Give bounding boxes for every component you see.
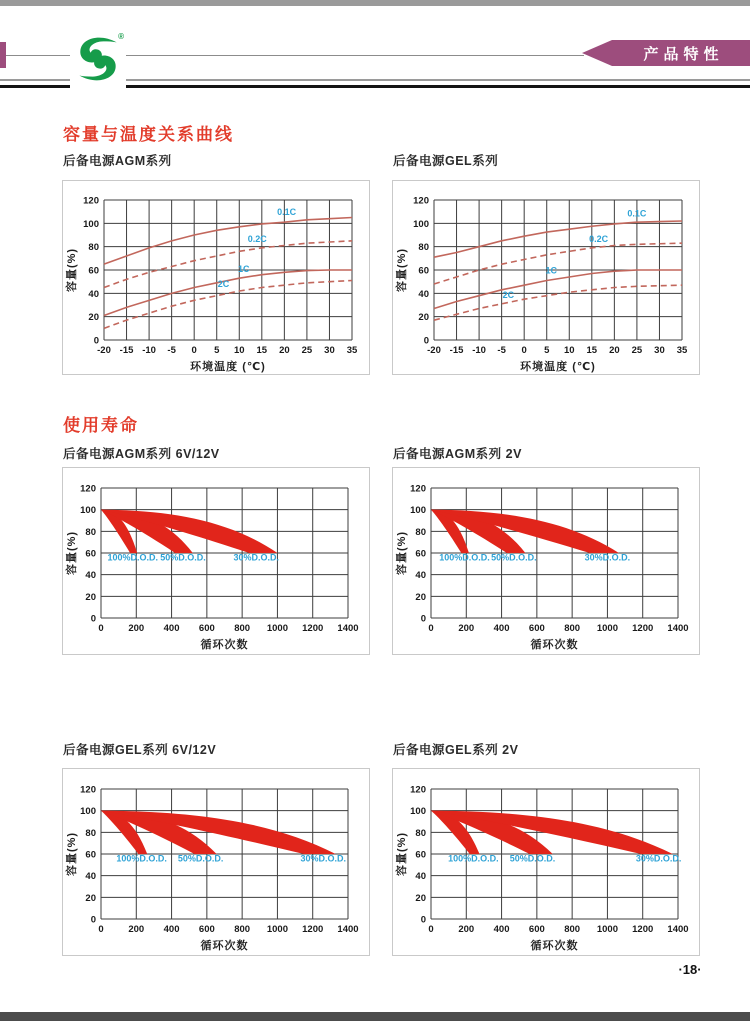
svg-text:100: 100 bbox=[80, 806, 96, 818]
svg-text:100: 100 bbox=[83, 218, 99, 230]
svg-text:容量(%): 容量(%) bbox=[66, 247, 78, 293]
svg-text:0: 0 bbox=[428, 623, 434, 634]
svg-text:1C: 1C bbox=[545, 265, 557, 276]
chart-gel-temperature bbox=[392, 180, 700, 375]
svg-text:50%D.O.D.: 50%D.O.D. bbox=[160, 552, 206, 563]
page-category-banner bbox=[582, 40, 750, 66]
svg-text:50%D.O.D.: 50%D.O.D. bbox=[509, 853, 556, 864]
page-number: ·18· bbox=[678, 962, 702, 977]
svg-text:80: 80 bbox=[415, 526, 426, 538]
svg-text:-20: -20 bbox=[427, 345, 441, 356]
svg-text:40: 40 bbox=[85, 871, 96, 883]
svg-text:100: 100 bbox=[80, 505, 96, 517]
section-title-capacity-temperature: 容量与温度关系曲线 bbox=[63, 125, 234, 144]
chart-caption-agm-2v-life: 后备电源AGM系列 2V bbox=[393, 447, 522, 461]
svg-text:400: 400 bbox=[493, 924, 510, 935]
banner-label: 产品特性 bbox=[643, 45, 724, 63]
svg-text:0.1C: 0.1C bbox=[627, 208, 647, 219]
svg-text:100%D.O.D.: 100%D.O.D. bbox=[116, 853, 167, 864]
svg-text:10: 10 bbox=[563, 345, 575, 356]
chart-caption-gel-6v12v-life: 后备电源GEL系列 6V/12V bbox=[63, 743, 217, 757]
svg-text:-10: -10 bbox=[142, 345, 156, 356]
svg-text:30: 30 bbox=[654, 345, 665, 356]
svg-text:30%D.O.D.: 30%D.O.D. bbox=[584, 552, 631, 563]
svg-text:-5: -5 bbox=[167, 345, 176, 356]
svg-text:60: 60 bbox=[415, 849, 426, 861]
svg-text:循环次数: 循环次数 bbox=[530, 940, 579, 952]
svg-text:0: 0 bbox=[98, 924, 104, 935]
svg-text:80: 80 bbox=[415, 827, 426, 839]
svg-text:100%D.O.D.: 100%D.O.D. bbox=[439, 552, 490, 563]
svg-text:50%D.O.D.: 50%D.O.D. bbox=[491, 552, 537, 563]
svg-text:容量(%): 容量(%) bbox=[66, 530, 78, 576]
svg-text:0: 0 bbox=[90, 914, 96, 926]
svg-text:循环次数: 循环次数 bbox=[200, 940, 249, 952]
svg-text:400: 400 bbox=[493, 623, 510, 634]
svg-text:60: 60 bbox=[85, 849, 96, 861]
svg-text:20: 20 bbox=[88, 312, 99, 324]
svg-text:1200: 1200 bbox=[302, 623, 324, 634]
svg-text:30: 30 bbox=[324, 345, 335, 356]
svg-text:-20: -20 bbox=[97, 345, 111, 356]
svg-text:1400: 1400 bbox=[667, 924, 689, 935]
svg-text:0: 0 bbox=[93, 335, 99, 347]
svg-text:0: 0 bbox=[521, 345, 527, 356]
svg-text:35: 35 bbox=[676, 345, 688, 356]
svg-text:环境温度 (℃): 环境温度 (℃) bbox=[520, 361, 596, 373]
svg-text:20: 20 bbox=[279, 345, 290, 356]
svg-text:400: 400 bbox=[163, 924, 180, 935]
svg-text:15: 15 bbox=[586, 345, 598, 356]
svg-text:800: 800 bbox=[234, 924, 251, 935]
svg-text:0: 0 bbox=[420, 613, 426, 625]
svg-text:80: 80 bbox=[88, 242, 99, 254]
svg-text:容量(%): 容量(%) bbox=[396, 247, 408, 293]
svg-text:1000: 1000 bbox=[596, 924, 618, 935]
svg-text:容量(%): 容量(%) bbox=[396, 530, 408, 576]
svg-text:循环次数: 循环次数 bbox=[530, 639, 579, 651]
svg-text:20: 20 bbox=[415, 892, 426, 904]
svg-text:100%D.O.D.: 100%D.O.D. bbox=[448, 853, 499, 864]
svg-text:0: 0 bbox=[191, 345, 197, 356]
svg-text:1C: 1C bbox=[238, 263, 250, 274]
svg-text:80: 80 bbox=[85, 827, 96, 839]
svg-text:80: 80 bbox=[418, 242, 429, 254]
chart-agm-temperature bbox=[62, 180, 370, 375]
svg-text:容量(%): 容量(%) bbox=[66, 831, 78, 877]
svg-text:120: 120 bbox=[83, 195, 99, 207]
banner-arrow-icon bbox=[582, 40, 612, 66]
chart-agm-6v12v-cycle-life bbox=[62, 467, 370, 655]
svg-text:0.2C: 0.2C bbox=[589, 234, 609, 244]
svg-text:600: 600 bbox=[198, 924, 215, 935]
chart-caption-agm-temperature: 后备电源AGM系列 bbox=[63, 154, 172, 168]
svg-text:50%D.O.D.: 50%D.O.D. bbox=[177, 853, 224, 864]
svg-text:30%D.O.D.: 30%D.O.D. bbox=[233, 552, 280, 563]
svg-text:20: 20 bbox=[418, 312, 429, 324]
svg-text:200: 200 bbox=[458, 924, 475, 935]
svg-text:0.2C: 0.2C bbox=[247, 234, 267, 244]
svg-text:120: 120 bbox=[80, 483, 96, 495]
svg-text:20: 20 bbox=[415, 591, 426, 603]
svg-text:120: 120 bbox=[80, 784, 96, 796]
svg-text:5: 5 bbox=[544, 345, 550, 356]
svg-text:0: 0 bbox=[428, 924, 434, 935]
svg-text:200: 200 bbox=[128, 924, 145, 935]
chart-caption-gel-2v-life: 后备电源GEL系列 2V bbox=[393, 743, 519, 757]
svg-text:5: 5 bbox=[214, 345, 220, 356]
svg-text:15: 15 bbox=[256, 345, 268, 356]
svg-text:1000: 1000 bbox=[596, 623, 618, 634]
page-bottom-edge bbox=[0, 1012, 750, 1021]
chart-agm-2v-cycle-life bbox=[392, 467, 700, 655]
svg-text:60: 60 bbox=[88, 265, 99, 277]
svg-text:200: 200 bbox=[128, 623, 145, 634]
svg-text:1400: 1400 bbox=[667, 623, 689, 634]
svg-text:-5: -5 bbox=[497, 345, 506, 356]
svg-text:2C: 2C bbox=[217, 278, 230, 289]
svg-text:40: 40 bbox=[418, 288, 429, 300]
svg-text:800: 800 bbox=[564, 924, 581, 935]
registered-mark: ® bbox=[118, 32, 124, 41]
banner-band bbox=[612, 40, 750, 66]
svg-text:-15: -15 bbox=[119, 345, 134, 356]
svg-text:20: 20 bbox=[85, 892, 96, 904]
svg-text:40: 40 bbox=[85, 570, 96, 582]
svg-text:100%D.O.D.: 100%D.O.D. bbox=[107, 552, 159, 563]
svg-text:20: 20 bbox=[609, 345, 620, 356]
svg-text:30%D.O.D.: 30%D.O.D. bbox=[300, 853, 347, 864]
svg-text:1200: 1200 bbox=[632, 924, 654, 935]
svg-text:25: 25 bbox=[631, 345, 643, 356]
section-title-service-life: 使用寿命 bbox=[63, 416, 139, 435]
svg-text:40: 40 bbox=[415, 871, 426, 883]
svg-text:800: 800 bbox=[234, 623, 251, 634]
svg-text:80: 80 bbox=[85, 526, 96, 538]
brand-logo bbox=[70, 32, 126, 88]
svg-text:环境温度 (℃): 环境温度 (℃) bbox=[190, 361, 266, 373]
svg-text:60: 60 bbox=[415, 548, 426, 560]
svg-text:30%D.O.D.: 30%D.O.D. bbox=[635, 853, 682, 864]
svg-text:100: 100 bbox=[413, 218, 429, 230]
svg-text:100: 100 bbox=[410, 806, 426, 818]
svg-text:25: 25 bbox=[301, 345, 313, 356]
chart-caption-agm-6v12v-life: 后备电源AGM系列 6V/12V bbox=[63, 447, 220, 461]
svg-text:120: 120 bbox=[410, 483, 426, 495]
svg-text:1400: 1400 bbox=[337, 924, 359, 935]
svg-text:100: 100 bbox=[410, 505, 426, 517]
svg-text:0: 0 bbox=[90, 613, 96, 625]
chart-caption-gel-temperature: 后备电源GEL系列 bbox=[393, 154, 499, 168]
chart-gel-2v-cycle-life bbox=[392, 768, 700, 956]
svg-text:2C: 2C bbox=[502, 290, 515, 300]
svg-text:200: 200 bbox=[458, 623, 475, 634]
svg-text:-15: -15 bbox=[449, 345, 464, 356]
svg-text:40: 40 bbox=[88, 288, 99, 300]
svg-text:600: 600 bbox=[198, 623, 215, 634]
svg-text:35: 35 bbox=[346, 345, 358, 356]
svg-text:0: 0 bbox=[423, 335, 429, 347]
chart-gel-6v12v-cycle-life bbox=[62, 768, 370, 956]
svg-text:容量(%): 容量(%) bbox=[396, 831, 408, 877]
svg-text:600: 600 bbox=[528, 623, 545, 634]
svg-text:1400: 1400 bbox=[337, 623, 359, 634]
svg-text:60: 60 bbox=[418, 265, 429, 277]
svg-text:-10: -10 bbox=[472, 345, 486, 356]
svg-text:0: 0 bbox=[98, 623, 104, 634]
svg-text:1000: 1000 bbox=[266, 924, 288, 935]
svg-text:800: 800 bbox=[564, 623, 581, 634]
svg-text:120: 120 bbox=[413, 195, 429, 207]
svg-text:循环次数: 循环次数 bbox=[200, 639, 249, 651]
svg-text:0.1C: 0.1C bbox=[277, 207, 297, 218]
svg-text:1200: 1200 bbox=[632, 623, 654, 634]
svg-text:1000: 1000 bbox=[266, 623, 288, 634]
svg-text:120: 120 bbox=[410, 784, 426, 796]
svg-text:400: 400 bbox=[163, 623, 180, 634]
svg-text:40: 40 bbox=[415, 570, 426, 582]
page-top-edge bbox=[0, 0, 750, 6]
svg-text:600: 600 bbox=[528, 924, 545, 935]
svg-text:60: 60 bbox=[85, 548, 96, 560]
svg-text:10: 10 bbox=[233, 345, 245, 356]
svg-text:20: 20 bbox=[85, 591, 96, 603]
svg-text:0: 0 bbox=[420, 914, 426, 926]
svg-text:1200: 1200 bbox=[302, 924, 324, 935]
